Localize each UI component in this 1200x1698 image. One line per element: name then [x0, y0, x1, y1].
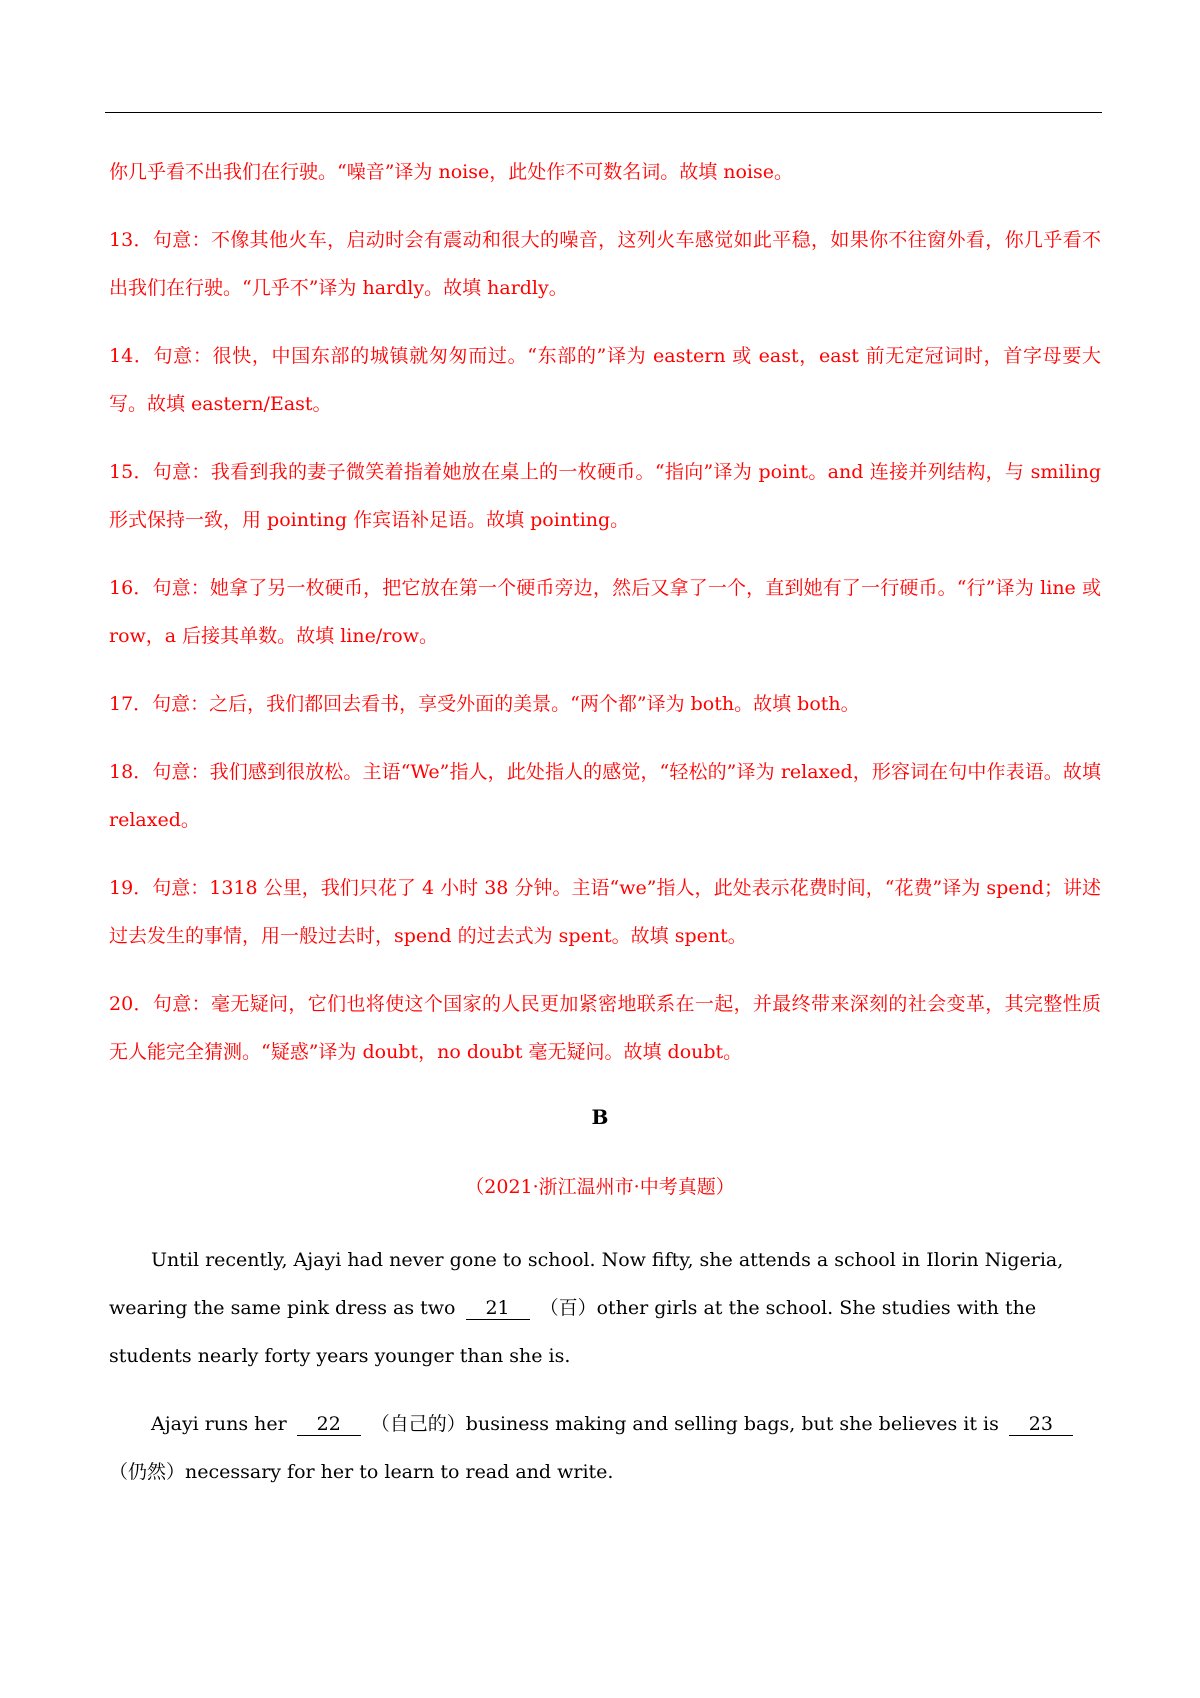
exam-source: （2021·浙江温州市·中考真题）: [465, 1176, 735, 1198]
answer-17: 17．句意：之后，我们都回去看书，享受外面的美景。“两个都”译为 both。故填 both。: [109, 693, 860, 715]
answer-18: 18．句意：我们感到很放松。主语“We”指人，此处指人的感觉，“轻松的”译为 relaxed，形容词在句中作表语。故填 relaxed。: [109, 761, 1101, 831]
passage-text: Until recently, Ajayi had never gone to school. Now fifty, she attends a school in Ilorin Nigeria, wearing the same pink dress as two: [109, 1249, 1064, 1319]
passage-text: （自己的）business making and selling bags, but she believes it is: [370, 1413, 999, 1435]
passage-paragraph-2: [109, 1400, 1101, 1496]
answer-20: 20．句意：毫无疑问，它们也将使这个国家的人民更加紧密地联系在一起，并最终带来深刻的社会变革，其完整性质无人能完全猜测。“疑惑”译为 doubt，no doubt 毫无疑问。故填 doubt。: [109, 993, 1101, 1063]
passage-text: （仍然）necessary for her to learn to read and write.: [109, 1461, 614, 1483]
passage-text: （百）other girls at the school. She studies with the students nearly forty years younger than she is.: [109, 1297, 1037, 1367]
answer-14: 14．句意：很快，中国东部的城镇就匆匆而过。“东部的”译为 eastern 或 east，east 前无定冠词时，首字母要大写。故填 eastern/East。: [109, 345, 1101, 415]
blank-21: 21: [466, 1297, 530, 1320]
answer-13: 13．句意：不像其他火车，启动时会有震动和很大的噪音，这列火车感觉如此平稳，如果你不往窗外看，你几乎看不出我们在行驶。“几乎不”译为 hardly。故填 hardly。: [109, 229, 1101, 299]
answer-15: 15．句意：我看到我的妻子微笑着指着她放在桌上的一枚硬币。“指向”译为 point。and 连接并列结构，与 smiling 形式保持一致，用 pointing 作宾语补足语。故填 pointing。: [109, 461, 1101, 531]
answer-16: 16．句意：她拿了另一枚硬币，把它放在第一个硬币旁边，然后又拿了一个，直到她有了一行硬币。“行”译为 line 或 row，a 后接其单数。故填 line/row。: [109, 577, 1101, 647]
header-rule: [105, 112, 1102, 113]
answer-19: 19．句意：1318 公里，我们只花了 4 小时 38 分钟。主语“we”指人，此处表示花费时间，“花费”译为 spend；讲述过去发生的事情，用一般过去时，spend 的过去式为 spent。故填 spent。: [109, 877, 1101, 947]
reading-passage: [109, 1236, 1101, 1516]
section-heading: B: [591, 1105, 609, 1129]
blank-23: 23: [1009, 1413, 1073, 1436]
blank-22: 22: [297, 1413, 361, 1436]
answer-12-continued: 你几乎看不出我们在行驶。“噪音”译为 noise，此处作不可数名词。故填 noise。: [109, 161, 794, 183]
passage-text: Ajayi runs her: [151, 1413, 287, 1435]
answer-explanations: [109, 148, 1101, 1096]
passage-paragraph-1: [109, 1236, 1101, 1380]
